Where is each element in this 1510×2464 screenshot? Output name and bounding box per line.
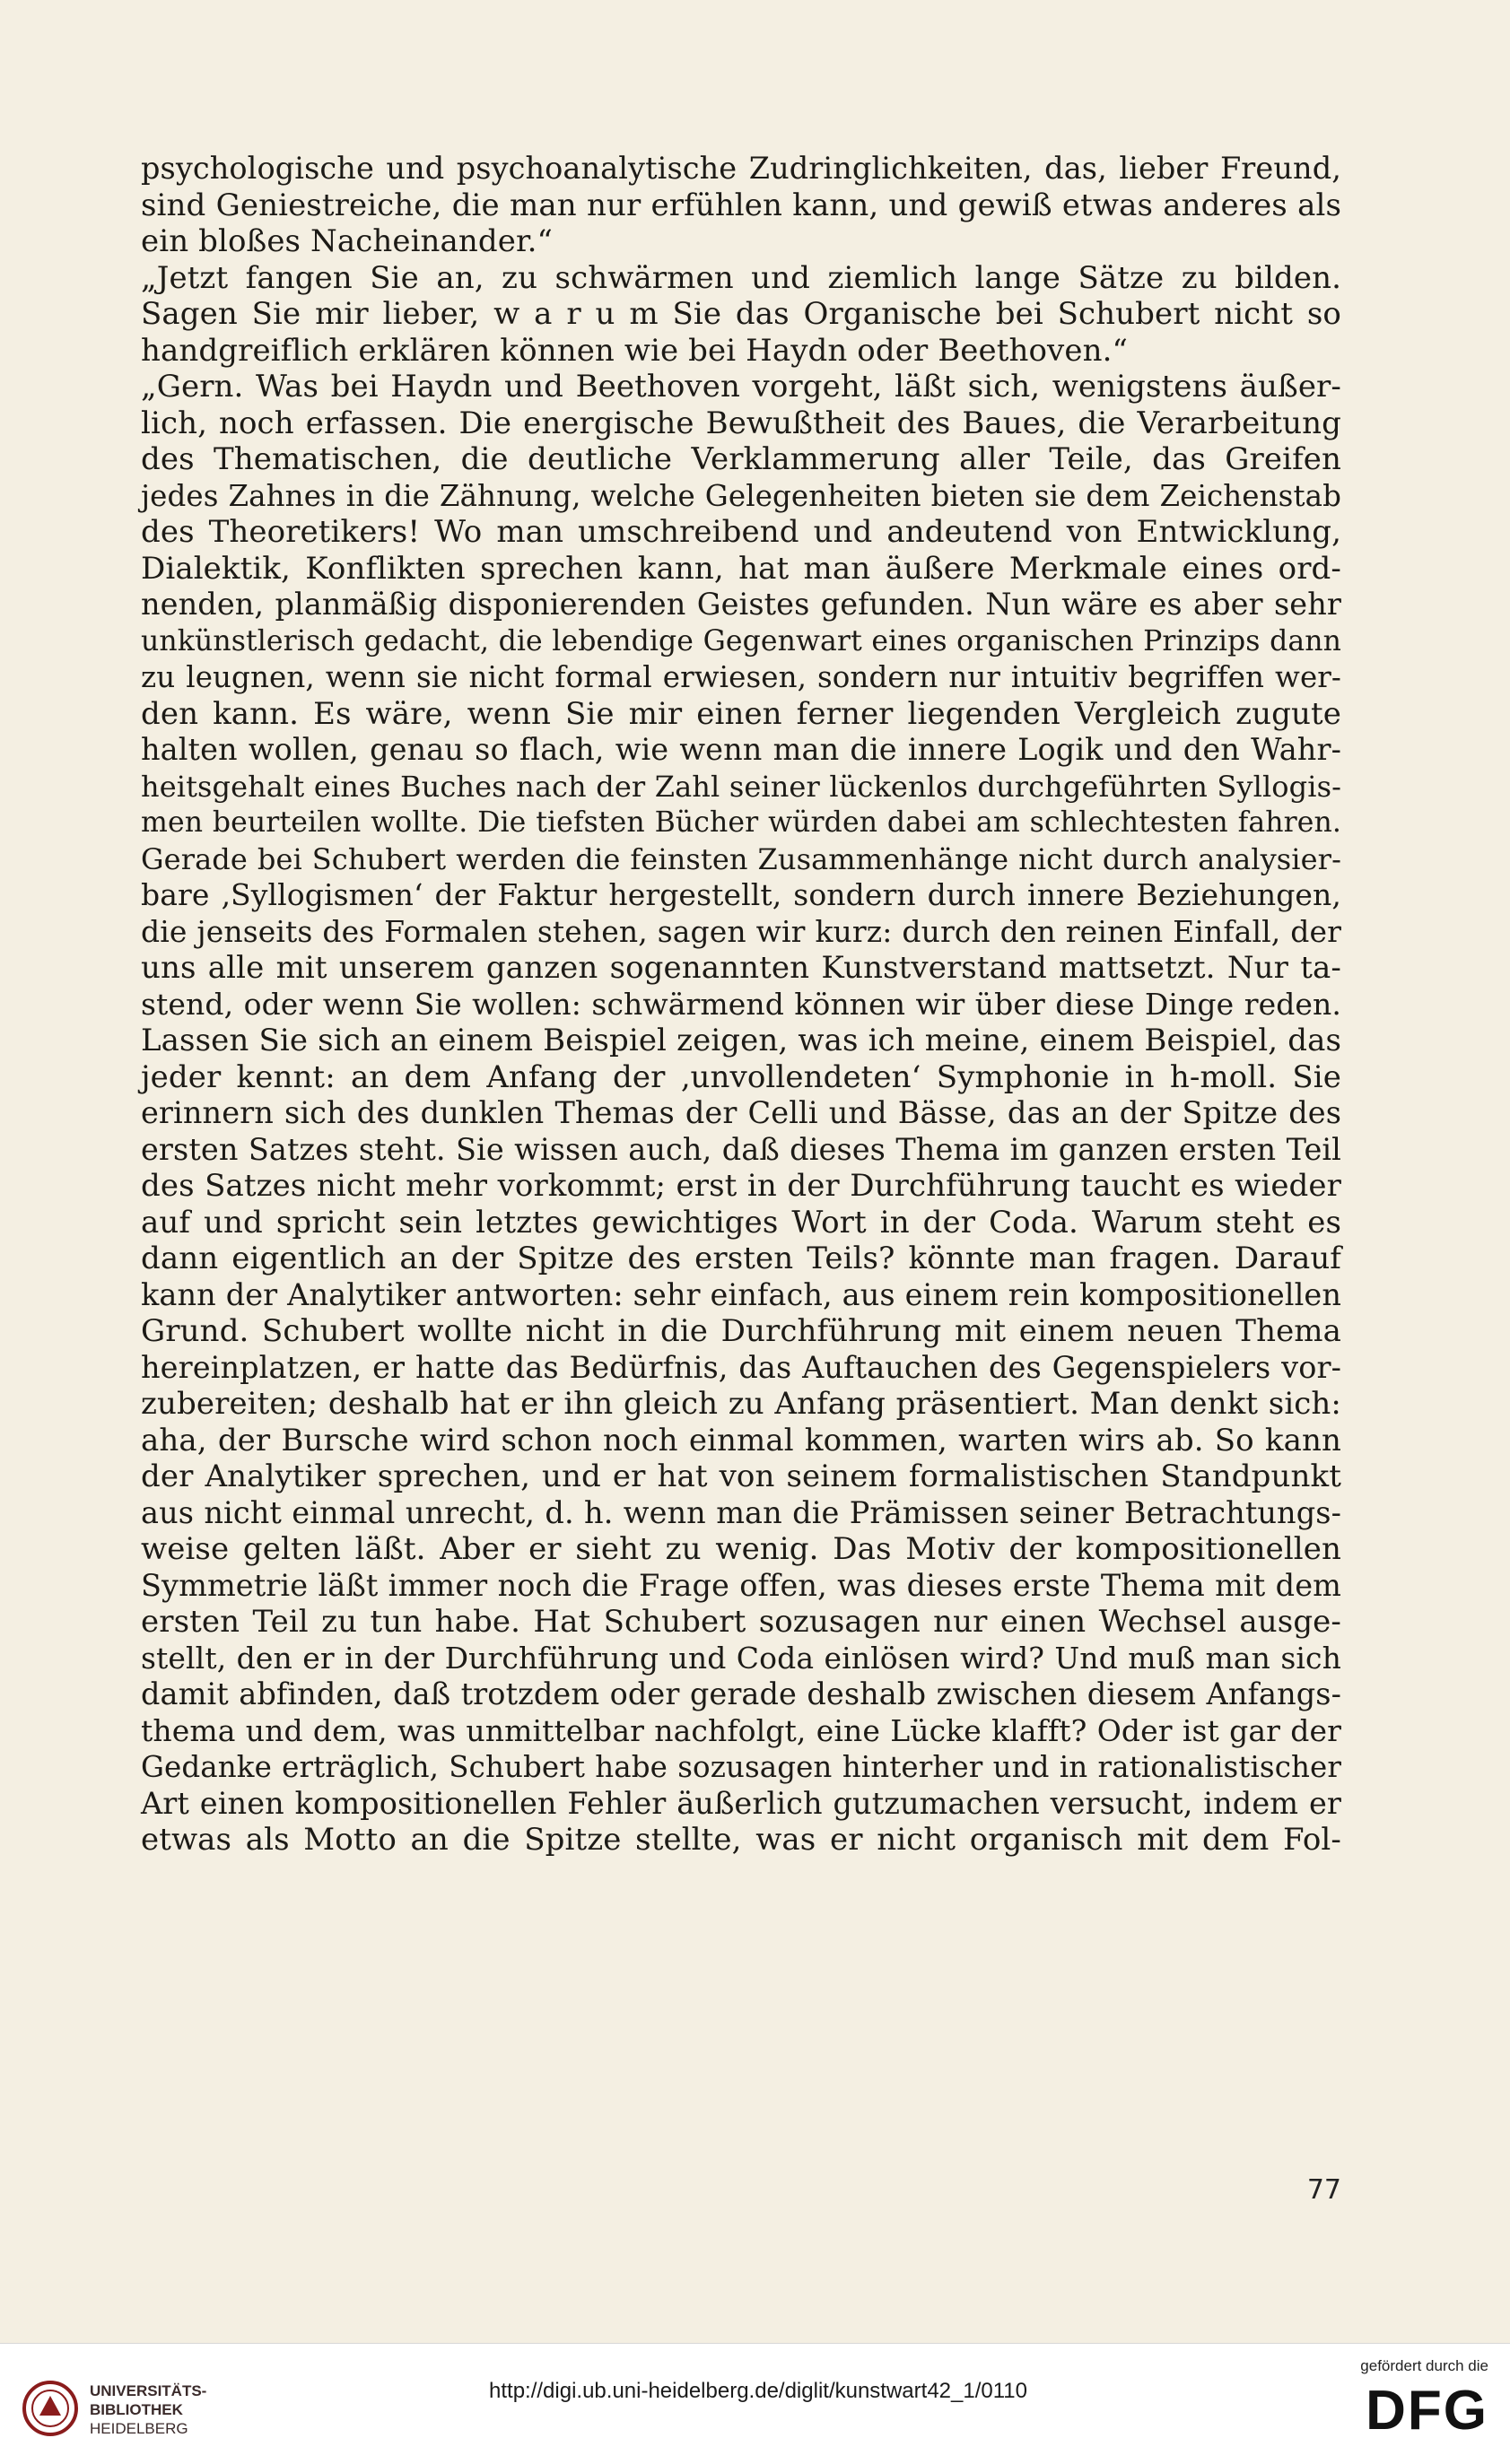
text-line: weise gelten läßt. Aber er sieht zu wenig. Das Motiv der kompositionellen [141, 1531, 1341, 1567]
text-line: men beurteilen wollte. Die tiefsten Bücher würden dabei am schlechtesten fahren. [141, 806, 1341, 839]
text-line: kann der Analytiker antworten: sehr einfach, aus einem rein kompositionellen [141, 1276, 1341, 1312]
text-line: uns alle mit unserem ganzen sogenannten Kunstverstand mattsetzt. Nur ta- [141, 950, 1341, 986]
text-line: halten wollen, genau so flach, wie wenn man die innere Logik und den Wahr- [141, 732, 1341, 767]
text-line: Gedanke erträglich, Schubert habe sozusagen hinterher und in rationalistischer [141, 1750, 1341, 1784]
text-line: ersten Satzes steht. Sie wissen auch, daß dieses Thema im ganzen ersten Teil [141, 1131, 1341, 1167]
university-seal-icon [22, 2380, 79, 2437]
text-line: den kann. Es wäre, wenn Sie mir einen ferner liegenden Vergleich zugute [141, 695, 1341, 732]
text-line: stend, oder wenn Sie wollen: schwärmend können wir über diese Dinge reden. [141, 986, 1341, 1022]
text-line: jedes Zahnes in die Zähnung, welche Gelegenheiten bieten sie dem Zeichenstab [141, 478, 1341, 513]
text-line: Symmetrie läßt immer noch die Frage offen, was dieses erste Thema mit dem [141, 1567, 1341, 1603]
source-url-link[interactable]: http://digi.ub.uni-heidelberg.de/diglit/kunstwart42_1/0110 [489, 2379, 1027, 2403]
text-line: unkünstlerisch gedacht, die lebendige Gegenwart eines organischen Prinzips dann [141, 624, 1341, 657]
text-line: bare ‚Syllogismen‘ der Faktur hergestellt, sondern durch innere Beziehungen, [141, 877, 1341, 912]
text-line: etwas als Motto an die Spitze stellte, was er nicht organisch mit dem Fol- [141, 1822, 1341, 1858]
text-line: zubereiten; deshalb hat er ihn gleich zu Anfang präsentiert. Man denkt sich: [141, 1386, 1341, 1422]
text-line: „Gern. Was bei Haydn und Beethoven vorgeht, läßt sich, wenigstens äußer- [141, 369, 1341, 405]
text-line: heitsgehalt eines Buches nach der Zahl seiner lückenlos durchgeführten Syllogis- [141, 769, 1341, 804]
text-line: des Satzes nicht mehr vorkommt; erst in der Durchführung taucht es wieder [141, 1168, 1341, 1204]
text-line: stellt, den er in der Durchführung und Coda einlösen wird? Und muß man sich [141, 1640, 1341, 1676]
text-line: aus nicht einmal unrecht, d. h. wenn man die Prämissen seiner Betrachtungs- [141, 1494, 1341, 1530]
text-line: des Theoretikers! Wo man umschreibend und andeutend von Entwicklung, [141, 514, 1341, 550]
text-line: die jenseits des Formalen stehen, sagen wir kurz: durch den reinen Einfall, der [141, 913, 1341, 949]
text-line: zu leugnen, wenn sie nicht formal erwiesen, sondern nur intuitiv begriffen wer- [141, 660, 1341, 694]
text-line: handgreiflich erklären können wie bei Haydn oder Beethoven.“ [141, 332, 1128, 369]
text-line: ein bloßes Nacheinander.“ [141, 223, 554, 259]
text-line: sind Geniestreiche, die man nur erfühlen kann, und gewiß etwas anderes als [141, 187, 1341, 223]
university-name-line-2: BIBLIOTHEK [90, 2401, 183, 2418]
text-line: jeder kennt: an dem Anfang der ‚unvollendeten‘ Symphonie in h-moll. Sie [141, 1058, 1341, 1095]
text-line: „Jetzt fangen Sie an, zu schwärmen und ziemlich lange Sätze zu bilden. [141, 259, 1341, 296]
text-line: der Analytiker sprechen, und er hat von seinem formalistischen Standpunkt [141, 1458, 1341, 1494]
text-line: auf und spricht sein letztes gewichtiges Wort in der Coda. Warum steht es [141, 1204, 1341, 1241]
text-line: des Thematischen, die deutliche Verklammerung aller Teile, das Greifen [141, 441, 1341, 477]
dfg-logo: DFG [1366, 2380, 1488, 2442]
text-line: lich, noch erfassen. Die energische Bewußtheit des Baues, die Verarbeitung [141, 405, 1341, 441]
text-line: aha, der Bursche wird schon noch einmal kommen, warten wirs ab. So kann [141, 1422, 1341, 1458]
text-line: hereinplatzen, er hatte das Bedürfnis, das Auftauchen des Gegenspielers vor- [141, 1349, 1341, 1385]
text-line: erinnern sich des dunklen Themas der Celli und Bässe, das an der Spitze des [141, 1095, 1341, 1130]
text-line: Dialektik, Konflikten sprechen kann, hat man äußere Merkmale eines ord- [141, 550, 1341, 587]
text-line: nenden, planmäßig disponierenden Geistes gefunden. Nun wäre es aber sehr [141, 587, 1341, 622]
text-line: Lassen Sie sich an einem Beispiel zeigen, was ich meine, einem Beispiel, das [141, 1023, 1341, 1058]
text-line: psychologische und psychoanalytische Zudringlichkeiten, das, lieber Freund, [141, 151, 1341, 186]
page-body-text [141, 151, 1341, 1859]
university-library-logo[interactable] [9, 2362, 207, 2442]
text-line: thema und dem, was unmittelbar nachfolgt, eine Lücke klafft? Oder ist gar der [141, 1712, 1341, 1748]
page-number: 77 [1306, 2174, 1341, 2206]
text-line: Art einen kompositionellen Fehler äußerlich gutzumachen versucht, indem er [141, 1785, 1341, 1821]
university-name [90, 2381, 206, 2438]
text-line: dann eigentlich an der Spitze des ersten Teils? könnte man fragen. Darauf [141, 1241, 1341, 1276]
funding-caption: gefördert durch die [1360, 2357, 1488, 2374]
university-name-line-1: UNIVERSITÄTS- [90, 2382, 207, 2399]
text-line: Grund. Schubert wollte nicht in die Durchführung mit einem neuen Thema [141, 1313, 1341, 1349]
university-name-line-3: HEIDELBERG [90, 2420, 188, 2437]
text-line: Sagen Sie mir lieber, w a r u m Sie das Organische bei Schubert nicht so [141, 296, 1341, 332]
text-line: ersten Teil zu tun habe. Hat Schubert sozusagen nur einen Wechsel ausge- [141, 1604, 1341, 1640]
text-line: damit abfinden, daß trotzdem oder gerade deshalb zwischen diesem Anfangs- [141, 1676, 1341, 1711]
dfg-funding-block[interactable] [1318, 2357, 1488, 2447]
text-line: Gerade bei Schubert werden die feinsten Zusammenhänge nicht durch analysier- [141, 841, 1341, 876]
